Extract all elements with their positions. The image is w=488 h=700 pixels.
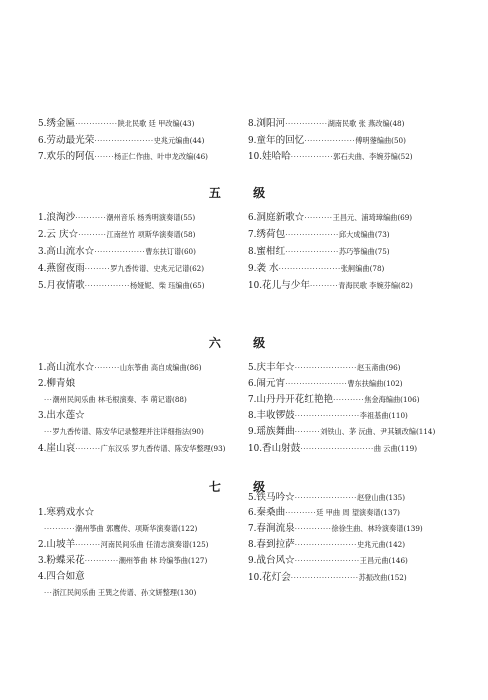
entry-leader: ··········· [285,509,317,517]
entry-number: 10. [248,444,262,454]
entry-title: 香山射鼓 [262,443,301,454]
entry-leader: ··················· [285,231,339,239]
entry-credit: 张舸编曲(78) [340,264,385,273]
toc-entry[interactable] [248,523,458,535]
entry-number: 3. [38,556,47,566]
toc-entry[interactable] [248,362,458,374]
entry-leader: ······················ [294,541,357,549]
entry-title: 闹元宵 [256,378,286,389]
entry-number: 8. [248,247,257,257]
toc-entry[interactable] [38,151,266,163]
entry-title: 绣金匾 [46,118,76,129]
entry-title: 绣荷包 [256,229,286,240]
toc-entry-detail [44,587,266,599]
entry-credit: 江南丝竹 项斯华演奏谱(58) [106,230,196,239]
entry-title: 蜜柑红 [256,246,286,257]
entry-credit: 苏巧筝编曲(75) [338,247,390,256]
entry-title: 铁马吟☆ [256,492,295,503]
entry-credit: 史兆元编曲(44) [153,136,205,145]
entry-title: 高山流水☆ [46,246,95,257]
toc-entry[interactable] [38,212,266,224]
entry-title: 瑶族舞曲 [256,426,295,437]
toc-entry[interactable] [248,492,458,504]
toc-entry[interactable] [248,539,458,551]
level-heading-7: 七 级 [208,480,280,494]
toc-entry[interactable] [248,507,458,519]
entry-number: 6. [248,213,257,223]
entry-leader: ·········· [304,214,333,222]
entry-title: 月夜情歌 [46,280,85,291]
entry-credit: 河南民间乐曲 任清志演奏谱(125) [100,540,209,549]
entry-leader: ······· [94,153,115,161]
entry-credit: 赵登山曲(135) [356,493,406,502]
entry-leader: ··············· [285,120,328,128]
entry-title: 庆丰年☆ [256,362,295,373]
entry-number: 2. [38,379,47,389]
toc-entry[interactable] [248,555,458,567]
entry-leader: ············· [294,525,332,533]
entry-leader: ······················· [294,557,360,565]
entry-title: 花儿与少年 [262,280,310,291]
entry-number: 5. [248,493,257,503]
toc-entry[interactable] [38,229,266,241]
entry-credit: 廷 甲曲 周 望演奏谱(137) [316,508,400,517]
entry-number: 6. [248,379,257,389]
entry-number: 9. [248,136,257,146]
toc-entry[interactable] [248,443,458,455]
entry-number: 10. [248,281,262,291]
entry-credit: 邱大成编曲(73) [338,230,390,239]
entry-number: 5. [38,119,47,129]
toc-entry[interactable] [38,246,266,258]
toc-entry[interactable] [38,135,266,147]
entry-credit: 潮州筝曲 林 玲编筝曲(127) [118,556,208,565]
level-heading-5: 五 级 [208,186,280,200]
entry-credit: 刘铁山、茅 沅曲、尹其颖改编(114) [320,427,436,436]
entry-title: 战台风☆ [256,555,295,566]
entry-credit: 潮州筝曲 郭鹰传、项斯华演奏谱(122) [75,524,198,533]
entry-number: 4. [38,264,47,274]
toc-entry[interactable] [248,229,458,241]
entry-leader: ··········· [44,525,76,533]
toc-entry[interactable] [38,410,266,422]
entry-leader: ········· [94,364,120,372]
entry-leader: ·························· [300,445,374,453]
entry-title: 燕窗夜雨 [46,263,85,274]
toc-entry[interactable] [248,246,458,258]
toc-entry[interactable] [248,378,458,390]
entry-title: 劳动最光荣 [46,135,95,146]
entry-title: 娃哈哈 [262,151,291,162]
entry-title: 山坡羊 [46,539,76,550]
entry-number: 2. [38,540,47,550]
toc-entry[interactable] [38,443,266,455]
entry-title: 欢乐的阿佤 [46,151,95,162]
toc-entry[interactable] [38,571,266,583]
entry-title: 柳青娘 [46,378,76,389]
toc-entry[interactable] [38,263,266,275]
entry-title: 春到拉萨 [256,539,295,550]
entry-leader: ··········· [333,396,365,404]
toc-entry[interactable] [248,118,458,130]
entry-leader: ··················· [285,248,339,256]
entry-credit: 徐徐生曲、林玲演奏谱(139) [331,524,423,533]
entry-credit: 罗九香传谱、陈安华记录整理并注详细指法(90) [52,427,204,436]
entry-number: 6. [248,508,257,518]
entry-credit: 罗九香传谱、史兆元记谱(62) [110,264,205,273]
entry-credit: 赵玉斋曲(96) [356,363,401,372]
entry-title: 洞庭新歌☆ [256,212,305,223]
entry-leader: ····················· [94,137,154,145]
toc-entry[interactable] [38,539,266,551]
toc-entry[interactable] [248,212,458,224]
entry-number: 7. [248,524,257,534]
entry-number: 10. [248,152,262,162]
entry-leader: ··············· [290,153,334,161]
entry-leader: ·········· [309,282,339,290]
entry-credit: 焦金海编曲(106) [364,395,420,404]
entry-credit: 潮州民间乐曲 林毛根演奏、李 萌记谱(88) [52,395,187,404]
entry-title: 出水莲☆ [46,410,85,421]
toc-entry[interactable] [248,280,458,292]
entry-leader: ··········· [75,214,107,222]
entry-credit: 李祖基曲(110) [359,411,408,420]
entry-credit: 王昌元曲(146) [359,556,408,565]
entry-credit: 曹东扶订谱(60) [145,247,196,256]
entry-number: 10. [248,573,262,583]
entry-credit: 广东汉乐 罗九香传谱、陈安华整理(93) [100,444,226,453]
entry-credit: 浙江民间乐曲 王巽之传谱、孙文妍整理(130) [52,588,197,597]
entry-leader: ··· [44,589,53,597]
entry-credit: 曲 云曲(119) [373,444,418,453]
entry-credit: 杨正仁作曲、叶申龙改编(46) [114,152,208,161]
entry-title: 崖山哀 [46,443,76,454]
entry-number: 9. [248,264,257,274]
toc-entry[interactable] [248,263,458,275]
entry-number: 9. [248,427,257,437]
toc-entry[interactable] [248,426,458,438]
entry-leader: ······················ [294,364,357,372]
entry-leader: ········· [84,265,111,273]
level-heading-6: 六 级 [208,336,280,350]
toc-entry[interactable] [38,362,266,374]
entry-leader: ······················ [278,265,341,273]
toc-entry[interactable] [38,507,266,519]
entry-title: 粉蝶采花 [46,555,85,566]
entry-leader: ············ [84,557,119,565]
entry-leader: ························ [290,574,359,582]
entry-credit: 陕北民歌 廷 甲改编(43) [117,119,195,128]
entry-credit: 王昌元、浦琦璋编曲(69) [332,213,413,222]
entry-number: 5. [38,281,47,291]
entry-number: 6. [38,136,47,146]
entry-credit: 湖南民歌 张 燕改编(48) [327,119,405,128]
entry-number: 8. [248,540,257,550]
toc-entry[interactable] [248,394,458,406]
entry-title: 花灯会 [262,572,291,583]
entry-credit: 傅明蓥编曲(50) [355,136,406,145]
entry-number: 1. [38,508,47,518]
entry-title: 四合如意 [46,571,85,582]
entry-credit: 山东筝曲 高自成编曲(86) [119,363,202,372]
entry-number: 7. [38,152,47,162]
entry-leader: ······················· [294,412,360,420]
entry-title: 童年的回忆 [256,135,305,146]
entry-title: 袭 水 [256,263,279,274]
entry-leader: ··· [44,396,53,404]
entry-number: 3. [38,247,47,257]
entry-number: 8. [248,119,257,129]
entry-title: 山丹丹开花红艳艳 [256,394,334,405]
toc-entry[interactable] [38,555,266,567]
entry-leader: ········· [75,541,101,549]
entry-number: 5. [248,363,257,373]
toc-entry[interactable] [248,572,458,584]
entry-number: 4. [38,572,47,582]
entry-leader: ······················ [285,380,348,388]
entry-number: 3. [38,411,47,421]
entry-credit: 苏振改曲(152) [358,573,407,582]
entry-title: 春涧流泉 [256,523,295,534]
entry-credit: 杨娅妮、柴 珏编曲(65) [129,281,205,290]
toc-entry-detail [44,426,266,438]
entry-leader: ··· [44,428,53,436]
entry-title: 秦桑曲 [256,507,286,518]
toc-entry[interactable] [38,280,266,292]
entry-title: 浏阳河 [256,118,286,129]
entry-credit: 郭石夫曲、李婉芬编(52) [333,152,413,161]
toc-entry-detail [44,523,266,535]
toc-entry-detail [44,394,266,406]
entry-credit: 潮州音乐 杨秀明演奏谱(55) [106,213,196,222]
entry-credit: 史兆元曲(142) [356,540,406,549]
entry-leader: ················ [84,282,130,290]
entry-leader: ········· [75,445,101,453]
entry-leader: ·········· [78,231,107,239]
entry-number: 1. [38,213,47,223]
toc-entry[interactable] [248,135,458,147]
entry-number: 4. [38,444,47,454]
entry-title: 云 庆☆ [46,229,79,240]
entry-title: 浪淘沙 [46,212,76,223]
entry-leader: ········· [294,428,321,436]
entry-title: 高山流水☆ [46,362,95,373]
entry-leader: ······················ [294,494,357,502]
toc-entry[interactable] [38,378,266,390]
entry-leader: ·················· [94,248,146,256]
entry-credit: 曹东扶编曲(102) [347,379,403,388]
toc-entry[interactable] [248,151,458,163]
entry-number: 8. [248,411,257,421]
entry-title: 丰收锣鼓 [256,410,295,421]
entry-leader: ··············· [75,120,118,128]
entry-title: 寒鸦戏水☆ [46,507,95,518]
entry-number: 9. [248,556,257,566]
entry-leader: ·················· [304,137,356,145]
entry-number: 1. [38,363,47,373]
toc-entry[interactable] [248,410,458,422]
entry-number: 7. [248,230,257,240]
entry-number: 2. [38,230,47,240]
toc-entry[interactable] [38,118,266,130]
entry-credit: 青海民歌 李婉芬编(82) [338,281,413,290]
entry-number: 7. [248,395,257,405]
